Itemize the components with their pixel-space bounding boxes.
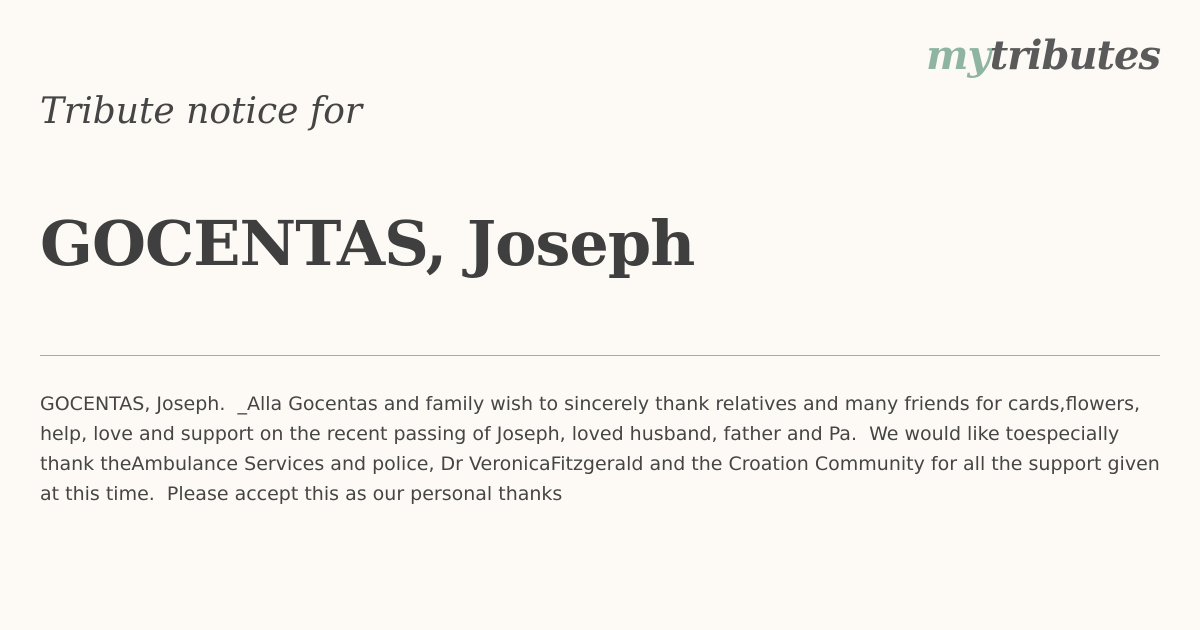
notice-subtitle: Tribute notice for xyxy=(40,91,363,132)
logo-my: my xyxy=(926,32,990,79)
mytributes-logo[interactable] xyxy=(926,32,1160,79)
deceased-name: GOCENTAS, Joseph xyxy=(40,207,695,280)
notice-body: GOCENTAS, Joseph. _Alla Gocentas and family wish to sincerely thank relatives and many friends for cards,flowers, help, love and support on the recent passing of Joseph, loved husband, father and Pa. We would like toespecially thank theAmbulance Services and police, Dr VeronicaFitzgerald and the Croation Community for all the support given at this time. Please accept this as our personal thanks xyxy=(40,393,1166,505)
logo-tributes: tributes xyxy=(989,32,1160,79)
divider xyxy=(40,355,1160,356)
